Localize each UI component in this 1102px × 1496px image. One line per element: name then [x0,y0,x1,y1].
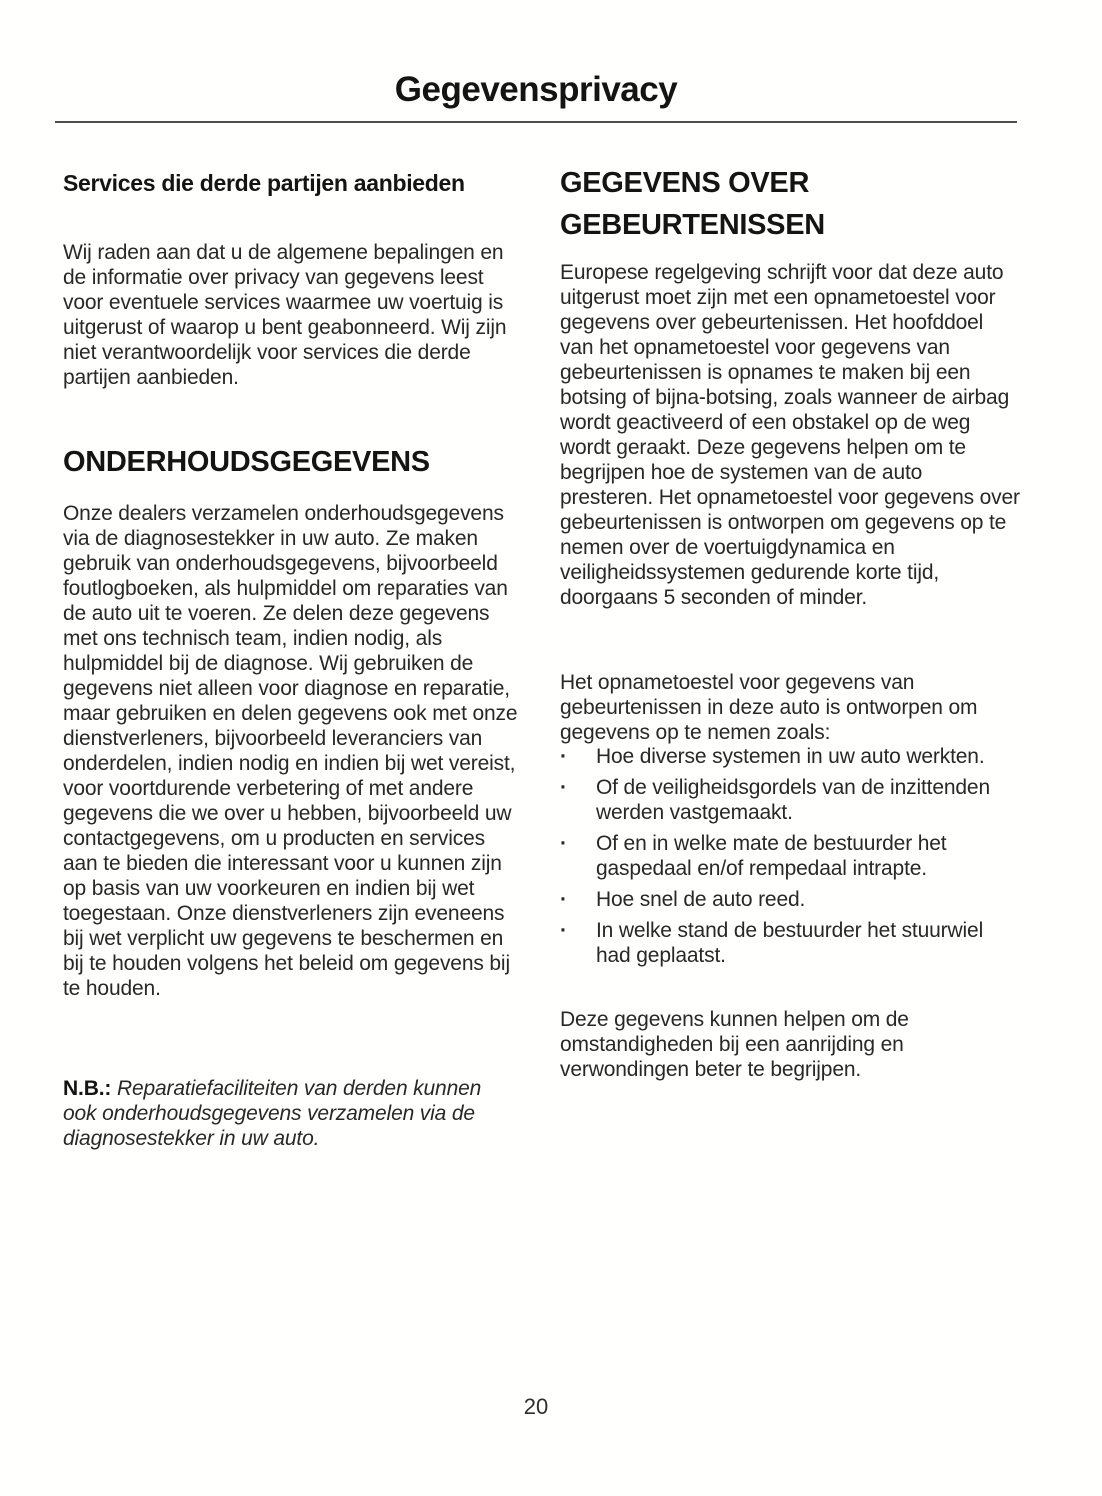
list-item-text: Hoe diverse systemen in uw auto werkten. [596,745,985,768]
section-heading-event-data: GEGEVENS OVER GEBEURTENISSEN [560,167,825,241]
paragraph-third-party-services: Wij raden aan dat u de algemene bepalingen en de informatie over privacy van gegevens leest voor eventuele services waarmee uw voertuig is uitgerust of waarop u bent geabonneerd. Wij zijn niet verantwoordelijk voor services die derde partijen aanbieden. [63,241,507,389]
bullet-icon: · [560,919,567,942]
list-item-text: In welke stand de bestuurder het stuurwiel had geplaatst. [596,919,984,967]
bullet-icon: · [560,888,567,911]
list-item-text: Of en in welke mate de bestuurder het gaspedaal en/of rempedaal intrapte. [596,832,947,880]
event-data-list [560,744,1020,974]
list-item [560,918,1020,968]
list-item [560,744,1020,769]
list-item [560,831,1020,881]
paragraph-event-data-intro-list: Het opnametoestel voor gegevens van gebeurtenissen in deze auto is ontworpen om gegevens op te nemen zoals: [560,671,978,744]
paragraph-event-data-regulation: Europese regelgeving schrijft voor dat deze auto uitgerust moet zijn met een opnametoestel voor gegevens over gebeurtenissen. Het hoofddoel van het opnametoestel voor gegevens van gebeurtenissen is opnames te maken bij een botsing of bijna-botsing, zoals wanneer de airbag wordt geactiveerd of een obstakel op de weg wordt geraakt. Deze gegevens helpen om te begrijpen hoe de systemen van de auto presteren. Het opnametoestel voor gegevens over gebeurtenissen is ontworpen om gegevens op te nemen over de voertuigdynamica en veiligheidssystemen gedurende korte tijd, doorgaans 5 seconden of minder. [560,261,1020,609]
list-item-text: Of de veiligheidsgordels van de inzittenden werden vastgemaakt. [596,776,990,824]
page-title: Gegevensprivacy [394,70,678,109]
section-heading-maintenance-data: ONDERHOUDSGEGEVENS [63,446,430,478]
list-item [560,887,1020,912]
paragraph-event-data-closing: Deze gegevens kunnen helpen om de omstandigheden bij een aanrijding en verwondingen beter te begrijpen. [560,1008,909,1081]
bullet-icon: · [560,745,567,768]
page-number: 20 [523,1394,549,1419]
title-divider-rule [55,121,1017,123]
paragraph-maintenance-data: Onze dealers verzamelen onderhoudsgegevens via de diagnosestekker in uw auto. Ze maken gebruik van onderhoudsgegevens, bijvoorbeeld foutlogboeken, als hulpmiddel om reparaties van de auto uit te voeren. Ze delen deze gegevens met ons technisch team, indien nodig, als hulpmiddel bij de diagnose. Wij gebruiken de gegevens niet alleen voor diagnose en reparatie, maar gebruiken en delen gegevens ook met onze dienstverleners, bijvoorbeeld leveranciers van onderdelen, indien nodig en indien bij wet vereist, voor voortdurende verbetering of met andere gegevens die we over u hebben, bijvoorbeeld uw contactgegevens, om u producten en services aan te bieden die interessant voor u kunnen zijn op basis van uw voorkeuren en indien bij wet toegestaan. Onze dienstverleners zijn eveneens bij wet verplicht uw gegevens te beschermen en bij te houden volgens het beleid om gegevens bij te houden. [63,502,518,1000]
bullet-icon: · [560,776,567,799]
subsection-heading-third-party-services: Services die derde partijen aanbieden [63,170,465,196]
list-item-text: Hoe snel de auto reed. [596,888,806,911]
bullet-icon: · [560,832,567,855]
note-paragraph [63,1076,519,1151]
note-text: Reparatiefaciliteiten van derden kunnen ook onderhoudsgegevens verzamelen via de diagnosestekker in uw auto. [63,1077,482,1150]
note-label: N.B.: [63,1077,112,1100]
list-item [560,775,1020,825]
